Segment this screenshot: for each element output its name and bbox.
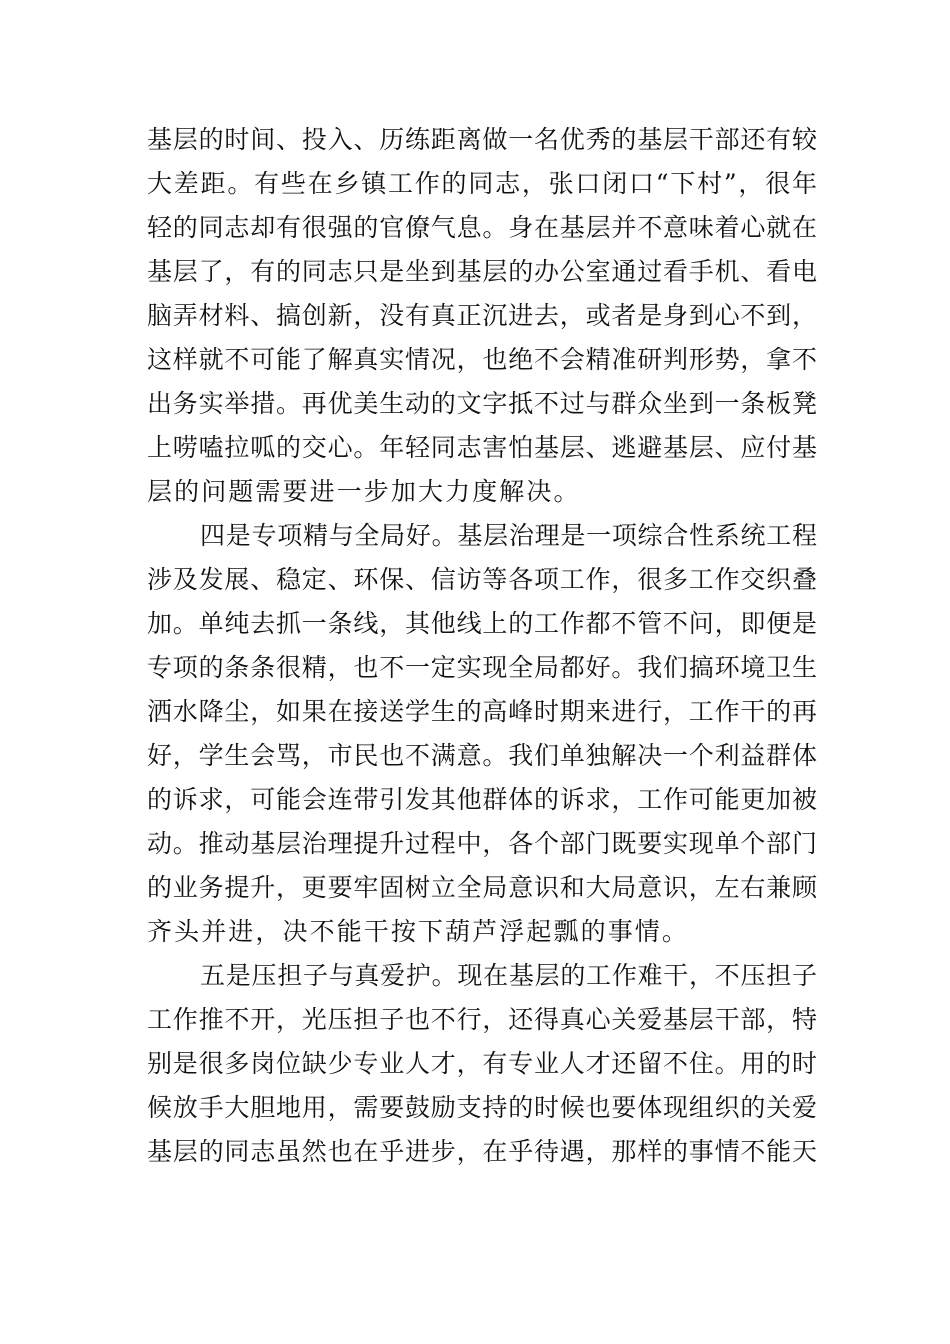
text-line: 基层的同志虽然也在乎进步，在乎待遇，那样的事情不能天 bbox=[147, 1137, 817, 1166]
text-line: 这样就不可能了解真实情况，也绝不会精准研判形势，拿不 bbox=[147, 345, 817, 374]
text-line: 候放手大胆地用，需要鼓励支持的时候也要体现组织的关爱 bbox=[147, 1093, 817, 1122]
text-line: 脑弄材料、搞创新，没有真正沉进去，或者是身到心不到， bbox=[147, 301, 817, 330]
text-line: 专项的条条很精，也不一定实现全局都好。我们搞环境卫生 bbox=[147, 653, 817, 682]
text-line: 上唠嗑拉呱的交心。年轻同志害怕基层、逃避基层、应付基 bbox=[147, 433, 817, 462]
text-line: 工作推不开，光压担子也不行，还得真心关爱基层干部，特 bbox=[147, 1005, 817, 1034]
text-line: 基层了，有的同志只是坐到基层的办公室通过看手机、看电 bbox=[147, 257, 817, 286]
paragraph-heading-line: 五是压担子与真爱护。现在基层的工作难干，不压担子 bbox=[200, 961, 817, 990]
text-line: 加。单纯去抓一条线，其他线上的工作都不管不问，即便是 bbox=[147, 609, 817, 638]
text-line: 别是很多岗位缺少专业人才，有专业人才还留不住。用的时 bbox=[147, 1049, 817, 1078]
text-line: 洒水降尘，如果在接送学生的高峰时期来进行，工作干的再 bbox=[147, 697, 817, 726]
text-line: 的业务提升，更要牢固树立全局意识和大局意识，左右兼顾 bbox=[147, 873, 817, 902]
text-line: 动。推动基层治理提升过程中，各个部门既要实现单个部门 bbox=[147, 829, 817, 858]
body-text bbox=[147, 118, 817, 1174]
text-line: 齐头并进，决不能干按下葫芦浮起瓢的事情。 bbox=[147, 917, 690, 946]
text-line: 基层的时间、投入、历练距离做一名优秀的基层干部还有较 bbox=[147, 125, 817, 154]
text-line: 层的问题需要进一步加大力度解决。 bbox=[147, 477, 581, 506]
text-line: 轻的同志却有很强的官僚气息。身在基层并不意味着心就在 bbox=[147, 213, 817, 242]
text-line: 的诉求，可能会连带引发其他群体的诉求，工作可能更加被 bbox=[147, 785, 817, 814]
text-line: 涉及发展、稳定、环保、信访等各项工作，很多工作交织叠 bbox=[147, 565, 817, 594]
paragraph-heading-line: 四是专项精与全局好。基层治理是一项综合性系统工程 bbox=[200, 521, 817, 550]
text-line: 好，学生会骂，市民也不满意。我们单独解决一个利益群体 bbox=[147, 741, 817, 770]
text-line: 大差距。有些在乡镇工作的同志，张口闭口“下村”，很年 bbox=[147, 169, 817, 198]
text-line: 出务实举措。再优美生动的文字抵不过与群众坐到一条板凳 bbox=[147, 389, 817, 418]
